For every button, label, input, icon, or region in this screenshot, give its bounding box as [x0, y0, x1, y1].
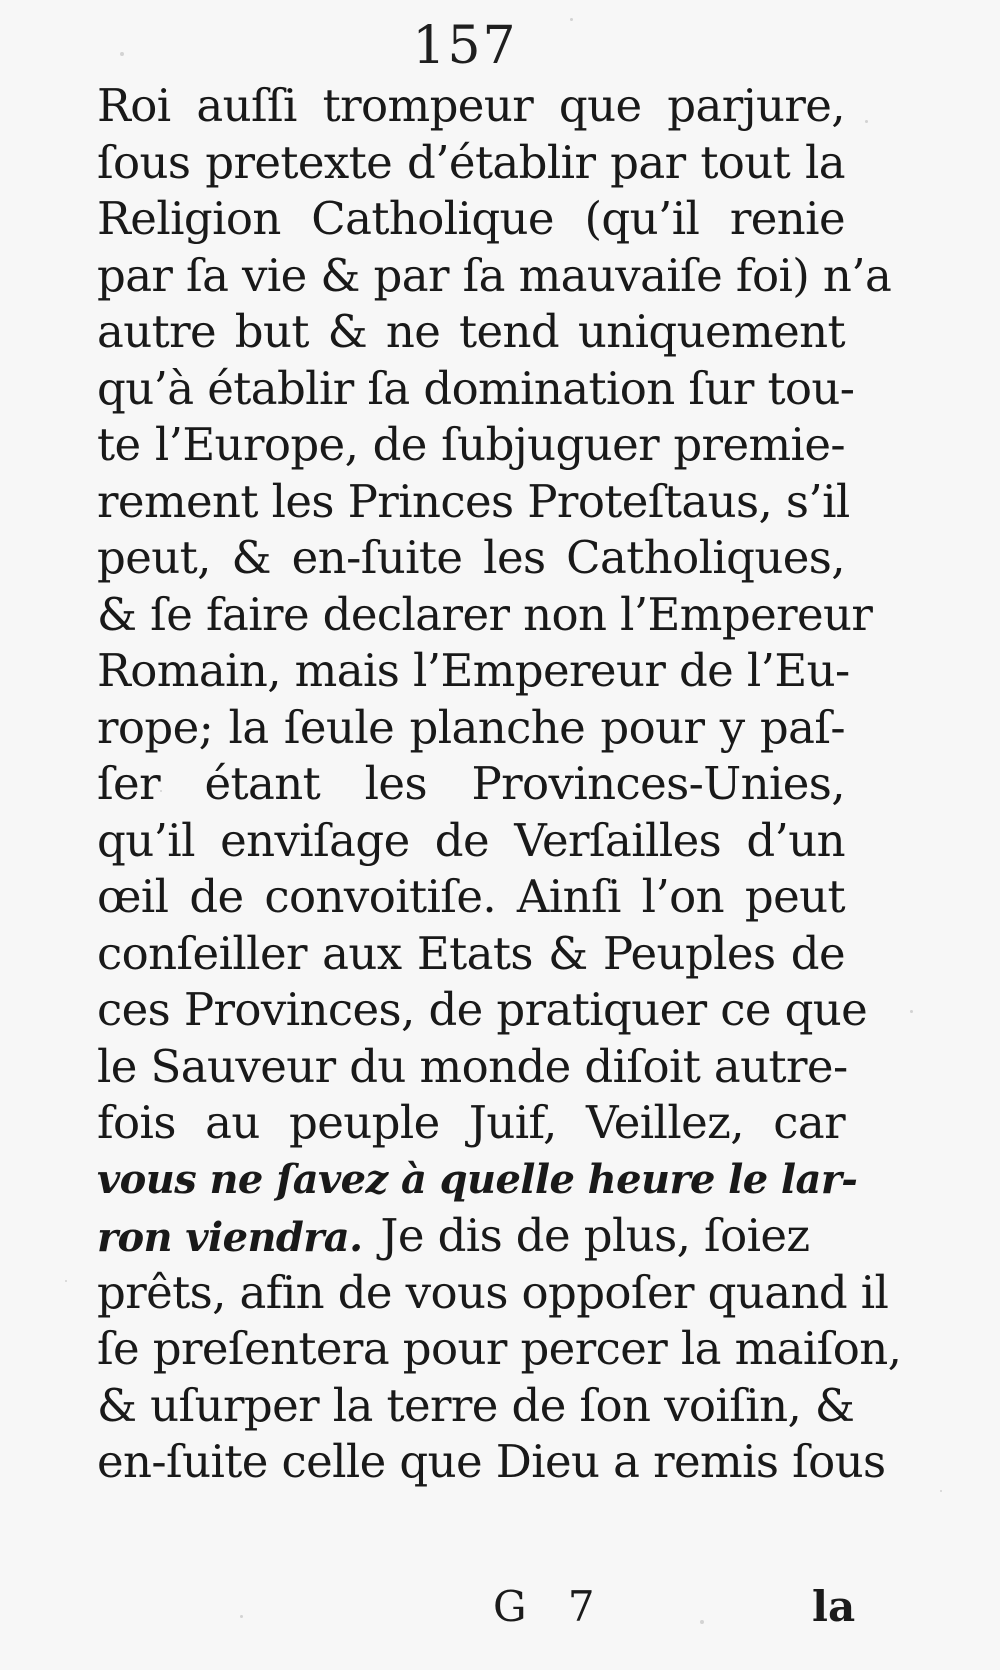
- text-line: autre but & ne tend uniquement: [97, 305, 845, 358]
- text-line: rement les Princes Proteſtaus, s’il: [97, 474, 850, 528]
- paper-speck: [65, 1280, 67, 1282]
- text-line: Religion Catholique (qu’il renie: [97, 192, 845, 245]
- paper-speck: [570, 18, 573, 21]
- body-text: [97, 78, 902, 1491]
- paper-speck: [910, 1010, 913, 1013]
- text-line: par ſa vie & par ſa mauvaiſe foi) n’a: [97, 248, 892, 302]
- text-line: conſeiller aux Etats & Peuples de: [97, 926, 845, 980]
- italic-fragment: ron viendra.: [97, 1214, 363, 1261]
- text-line: Romain, mais l’Empereur de l’Eu-: [97, 644, 850, 697]
- text-line: prêts, afin de vous oppoſer quand il: [97, 1265, 889, 1319]
- text-line: ſe preſentera pour percer la maiſon,: [97, 1322, 902, 1375]
- italic-text-line: vous ne ſavez à quelle heure le lar-: [97, 1155, 858, 1203]
- page-footer: [0, 1582, 1000, 1642]
- text-line: & uſurper la terre de ſon voiſin, &: [97, 1378, 855, 1432]
- signature-mark: G 7: [493, 1582, 609, 1631]
- text-line: le Sauveur du monde diſoit autre-: [97, 1039, 848, 1093]
- text-line: rope; la ſeule planche pour y paſ-: [97, 700, 845, 754]
- paper-speck: [940, 1490, 942, 1492]
- text-line: fois au peuple Juif, Veillez, car: [97, 1096, 845, 1149]
- text-line: qu’à établir ſa domination ſur tou-: [97, 361, 855, 415]
- paper-speck: [865, 120, 868, 123]
- text-line: qu’il enviſage de Verſailles d’un: [97, 813, 845, 867]
- text-line: ſer étant les Provinces-Unies,: [97, 757, 845, 810]
- mixed-text-line: [97, 1208, 845, 1265]
- text-line: & ſe faire declarer non l’Empereur: [97, 587, 873, 641]
- page-number: 157: [412, 16, 518, 76]
- paper-speck: [120, 52, 124, 56]
- catchword: la: [812, 1582, 856, 1631]
- text-line: œil de convoitiſe. Ainſi l’on peut: [97, 870, 845, 923]
- text-line: en-ſuite celle que Dieu a remis ſous: [97, 1435, 886, 1488]
- text-line: peut, & en-ſuite les Catholiques,: [97, 531, 845, 584]
- text-line: Roi auſſi trompeur que parjure,: [97, 79, 845, 132]
- text-line: ſous pretexte d’établir par tout la: [97, 135, 845, 189]
- text-line: ces Provinces, de pratiquer ce que: [97, 983, 868, 1036]
- text-line: te l’Europe, de ſubjuguer premie-: [97, 418, 845, 471]
- roman-fragment: Je dis de plus, ſoiez: [380, 1209, 810, 1262]
